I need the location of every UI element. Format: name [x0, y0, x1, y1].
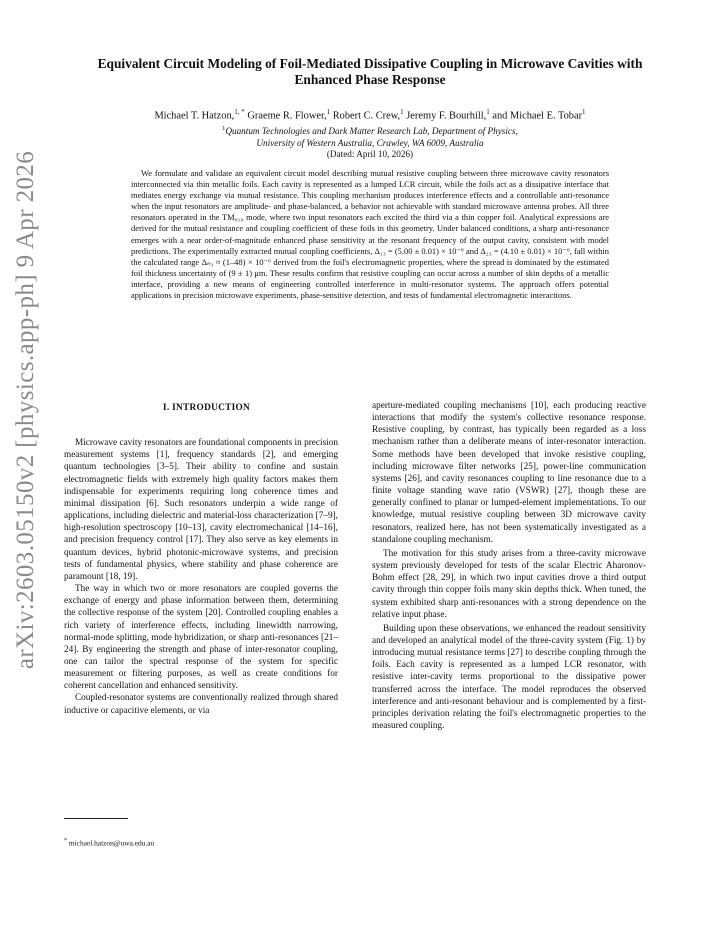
dated-line: (Dated: April 10, 2026)	[326, 149, 414, 159]
affiliation-line: University of Western Australia, Crawley, WA 6009, Australia	[256, 138, 484, 149]
author-name: Jeremy F. Bourhill,	[406, 110, 487, 122]
author-affiliation-mark: 1	[400, 108, 404, 116]
author-name: Michael T. Hatzon,	[154, 110, 235, 122]
paper-title: Equivalent Circuit Modeling of Foil-Mediated Dissipative Coupling in Microwave Cavities with Enhanced Phase Response	[97, 56, 643, 87]
footnote-email	[64, 836, 344, 848]
affiliation	[110, 123, 630, 149]
arxiv-identifier-stamp	[6, 150, 46, 670]
author-affiliation-mark: 1	[582, 108, 586, 116]
abstract: We formulate and validate an equivalent circuit model describing mutual resistive coupling between three microwave cavity resonators interconnected via thin metallic foils. Each cavity is represented as a lumped LCR circuit, while the foils act as a dissipative interface that mediates energy exchange via mutual resistance. This coupling mechanism produces interference effects and a controllable anti-resonance when the input resonators are amplitude- and phase-balanced, a behavior not achievable with standard microwave antenna probes. All three resonators operated in the TM₀₁₀ mode, where two input resonators each excited the third via a thin copper foil. Analytical expressions are derived for the mutual resistance and coupling coefficient of these foils in this geometry. Under balanced conditions, a sharp anti-resonance emerges with a near order-of-magnitude enhanced phase sensitivity at the resonant frequency of the output cavity, consistent with model predictions. The experimentally extracted mutual coupling coefficients, Δ₁₃ = (5.00 ± 0.01) × 10⁻⁶ and Δ₂₃ = (4.10 ± 0.01) × 10⁻⁶, fall within the calculated range Δₙ₃ ≈ (1–48) × 10⁻⁶ derived from the foil's electromagnetic properties, where the spread is dominated by the estimated foil thickness uncertainty of (9 ± 1) μm. These results confirm that resistive coupling can occur across a number of skin depths of a metallic interface, providing a new means of engineering controlled interference in multi-resonator systems. The approach offers potential applications in precision microwave experiments, phase-sensitive detection, and tests of fundamental electromagnetic interactions.	[131, 168, 609, 301]
author-name: and Michael E. Tobar	[492, 110, 583, 122]
author-name: Graeme R. Flower,	[247, 110, 327, 122]
author-list	[60, 106, 680, 122]
footnote-divider	[64, 818, 128, 819]
right-column	[372, 400, 646, 732]
body-paragraph: The motivation for this study arises from a three-cavity microwave system previously developed for tests of the scalar Electric Aharonov-Bohm effect [28, 29], in which two input cavities drove a third output cavity through thin copper foils many skin depths thick. When tuned, the system exhibited sharp anti-resonances with a strong dependence on the relative input phase.	[372, 548, 646, 620]
body-paragraph: Coupled-resonator systems are conventionally realized through shared inductive or capacitive elements, or via	[64, 693, 338, 716]
footnote-mark: *	[64, 838, 67, 844]
author-affiliation-mark: 1, *	[234, 108, 245, 116]
left-column	[64, 400, 338, 717]
body-paragraph: Building upon these observations, we enhanced the readout sensitivity and developed an analytical model of the three-cavity system (Fig. 1) by introducing mutual resistance terms [27] to describe coupling through the foils. Each cavity is represented as a lumped LCR resonator, with resistive inter-cavity terms proportional to the dissipative power transferred across the interface. The model reproduces the observed interference and anti-resonant behaviour and is complemented by a first-principles derivation relating the foil's electromagnetic properties to the measured coupling.	[372, 623, 646, 732]
affiliation-mark: 1	[222, 125, 226, 132]
body-paragraph: The way in which two or more resonators are coupled governs the exchange of energy and phase information between them, determining the collective response of the system [20]. Controlled coupling enables a rich variety of interference effects, including linewidth narrowing, normal-mode splitting, mode hybridization, or sharp anti-resonances [21–24]. By engineering the strength and phase of inter-resonator coupling, one can tailor the spectral response of the system for specific measurement or filtering purposes, as well as create conditions for coherent cancellation and enhanced sensitivity.	[64, 584, 338, 692]
author-affiliation-mark: 1	[326, 108, 331, 116]
author-affiliation-mark: 1	[486, 108, 490, 116]
affiliation-line: Quantum Technologies and Dark Matter Research Lab, Department of Physics,	[225, 126, 518, 137]
body-paragraph: aperture-mediated coupling mechanisms [10], each producing reactive interactions that modify the system's collective resonance response. Resistive coupling, by contrast, has typically been regarded as a loss mechanism rather than a deliberate means of inter-resonator interaction. Some methods have been developed that invoke resistive coupling, including microwave filter networks [25], power-line communication systems [26], and cavity resonances coupling to line resonance due to a finite voltage standing wave ratio (VSWR) [27], though these are generally confined to planar or lumped-element implementations. To our knowledge, mutual resistive coupling between 3D microwave cavity resonators, realized here, has not been systematically investigated as a standalone coupling mechanism.	[372, 401, 646, 545]
section-heading-introduction: I. INTRODUCTION	[162, 403, 251, 413]
corresponding-author-email[interactable]: michael.hatzon@uwa.edu.au	[68, 838, 155, 848]
author-name: Robert C. Crew,	[332, 110, 401, 122]
arxiv-identifier: arXiv:2603.05150v2 [physics.app-ph] 9 Apr 2026	[12, 150, 39, 670]
body-paragraph: Microwave cavity resonators are foundational components in precision measurement systems [1], frequency standards [2], and emerging quantum technologies [3–5]. Their ability to confine and sustain electromagnetic fields with extremely high quality factors makes them indispensable for experiments requiring long coherence times and minimal dissipation [6]. Such resonators underpin a wide range of applications, including dielectric and material-loss characterization [7–9], high-resolution spectroscopy [10–13], cavity electromechanical [14–16], and precision frequency control [17]. They also serve as key elements in quantum devices, hybrid photonic-microwave systems, and precision tests of fundamental physics, where stability and phase coherence are paramount [18, 19].	[64, 438, 338, 582]
